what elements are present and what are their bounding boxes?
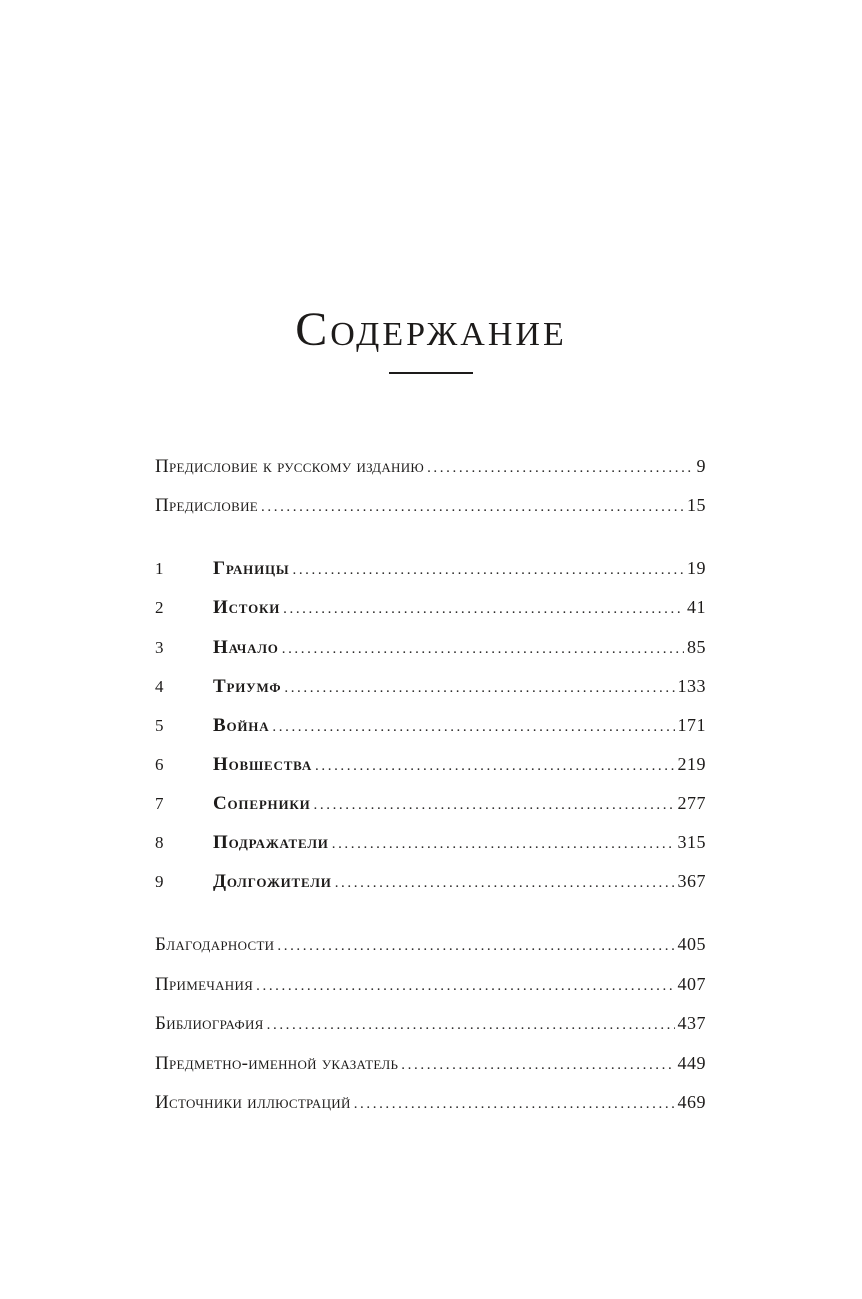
toc-entry-front-foreword[interactable]: [155, 490, 706, 520]
toc-entry-back-notes[interactable]: [155, 969, 706, 999]
chapter-number: 3: [155, 638, 164, 657]
toc-entry-label: Новшества: [213, 754, 313, 775]
toc-entry-back-illustration-sources[interactable]: [155, 1087, 706, 1117]
chapter-number: 2: [155, 598, 164, 617]
chapter-number: 9: [155, 872, 164, 891]
toc-entry-label: Соперники: [213, 793, 311, 814]
toc-entry-page: 9: [696, 456, 706, 476]
toc-entry-label: Триумф: [213, 676, 282, 697]
dot-leader: [427, 453, 693, 483]
toc-entry-label: Подражатели: [213, 832, 329, 853]
dot-leader: [314, 790, 675, 820]
dot-leader: [332, 829, 675, 859]
toc-entry-front-foreword-russian[interactable]: [155, 451, 706, 481]
toc-entry-page: 171: [677, 715, 706, 735]
toc-entry-label: Источники иллюстраций: [155, 1092, 351, 1113]
toc-entry-page: 133: [677, 676, 706, 696]
dot-leader: [401, 1050, 674, 1080]
toc-entry-back-bibliography[interactable]: [155, 1008, 706, 1038]
chapter-number: 4: [155, 677, 164, 696]
chapter-number: 7: [155, 794, 164, 813]
toc-entry-label: Библиография: [155, 1013, 264, 1034]
toc-entry-label: Долгожители: [213, 871, 332, 892]
toc-entry-chapter-7[interactable]: [155, 788, 706, 818]
toc-entry-chapter-4[interactable]: [155, 671, 706, 701]
toc-entry-page: 41: [687, 597, 706, 617]
chapter-number: 8: [155, 833, 164, 852]
toc-entry-page: 367: [677, 871, 706, 891]
toc-entry-label: Война: [213, 715, 270, 736]
dot-leader: [256, 971, 674, 1001]
toc-entry-page: 19: [687, 558, 706, 578]
toc-entry-label: Предисловие к русскому изданию: [155, 456, 425, 477]
toc-entry-page: 449: [677, 1053, 706, 1073]
toc-entry-page: 437: [677, 1013, 706, 1033]
dot-leader: [354, 1089, 675, 1119]
dot-leader: [282, 634, 684, 664]
page-title: Содержание: [295, 303, 567, 356]
toc-entry-chapter-8[interactable]: [155, 827, 706, 857]
toc-entry-back-acknowledgements[interactable]: [155, 929, 706, 959]
toc-entry-label: Границы: [213, 558, 290, 579]
toc-entry-page: 405: [677, 934, 706, 954]
toc-entry-chapter-1[interactable]: [155, 553, 706, 583]
toc-entry-chapter-6[interactable]: [155, 749, 706, 779]
toc-entry-label: Начало: [213, 637, 279, 658]
toc-entry-chapter-9[interactable]: [155, 866, 706, 896]
toc-entry-page: 407: [677, 974, 706, 994]
toc-entry-page: 315: [677, 832, 706, 852]
toc-entry-chapter-5[interactable]: [155, 710, 706, 740]
toc-entry-page: 469: [677, 1092, 706, 1112]
dot-leader: [261, 492, 684, 522]
toc-entry-back-index[interactable]: [155, 1048, 706, 1078]
dot-leader: [284, 673, 674, 703]
toc-entry-label: Предметно-именной указатель: [155, 1053, 399, 1074]
dot-leader: [315, 751, 674, 781]
toc-entry-page: 85: [687, 637, 706, 657]
dot-leader: [272, 712, 674, 742]
dot-leader: [292, 555, 684, 585]
chapter-number: 1: [155, 559, 164, 578]
chapter-number: 5: [155, 716, 164, 735]
toc-entry-label: Благодарности: [155, 934, 275, 955]
dot-leader: [267, 1010, 675, 1040]
toc-entry-page: 277: [677, 793, 706, 813]
toc-entry-label: Истоки: [213, 597, 281, 618]
toc-entry-chapter-2[interactable]: [155, 592, 706, 622]
title-underline: [389, 372, 473, 374]
chapter-number: 6: [155, 755, 164, 774]
toc-entry-label: Примечания: [155, 974, 254, 995]
toc-entry-page: 15: [687, 495, 706, 515]
dot-leader: [277, 931, 674, 961]
toc-entry-label: Предисловие: [155, 495, 259, 516]
dot-leader: [283, 594, 684, 624]
toc-entry-page: 219: [677, 754, 706, 774]
dot-leader: [335, 868, 675, 898]
toc-entry-chapter-3[interactable]: [155, 632, 706, 662]
